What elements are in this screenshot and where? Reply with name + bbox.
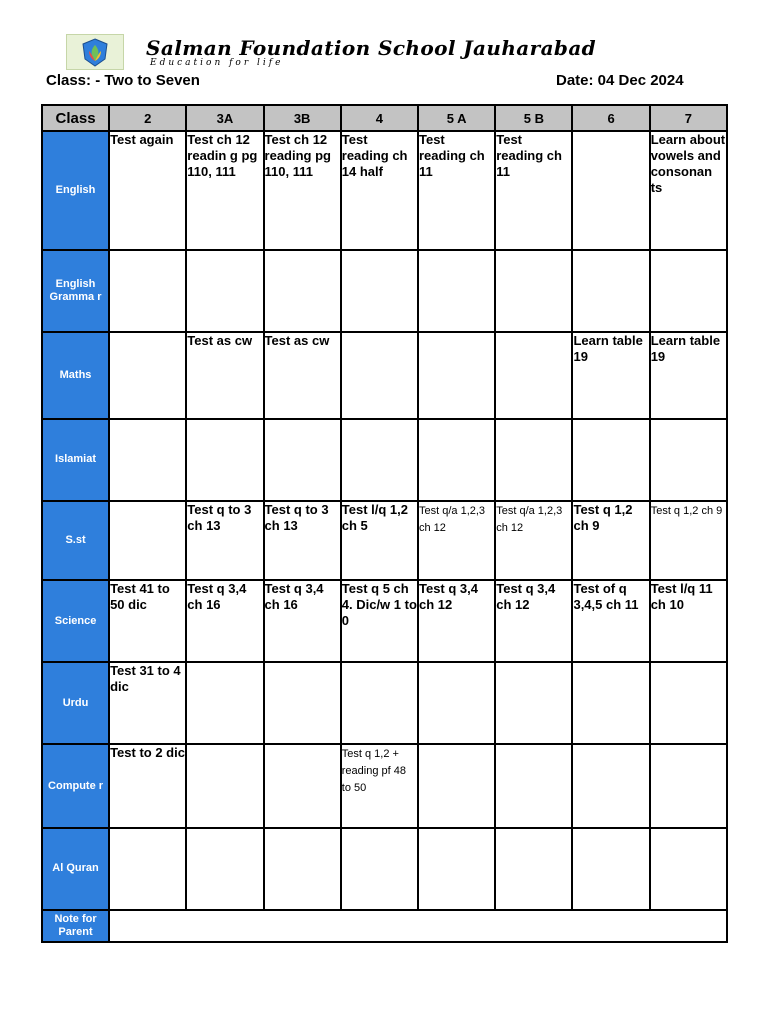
table-row	[43, 663, 728, 745]
column-header: 3B	[265, 106, 342, 132]
homework-cell: Learn table 19	[573, 333, 650, 419]
homework-cell: Test q 3,4 ch 12	[496, 581, 573, 663]
subject-label: Urdu	[43, 663, 110, 745]
homework-cell: Test reading ch 14 half	[342, 132, 419, 251]
homework-cell	[187, 251, 264, 333]
homework-cell	[110, 251, 187, 333]
homework-cell	[265, 420, 342, 502]
homework-cell: Test l/q 11 ch 10	[651, 581, 728, 663]
homework-cell	[265, 745, 342, 828]
table-row	[43, 132, 728, 251]
table-row	[43, 581, 728, 663]
homework-cell: Test ch 12 reading pg 110, 111	[265, 132, 342, 251]
homework-cell: Test q 1,2 ch 9	[651, 502, 728, 581]
homework-cell: Test as cw	[265, 333, 342, 419]
homework-cell	[419, 663, 496, 745]
homework-cell	[573, 663, 650, 745]
homework-cell: Test reading ch 11	[496, 132, 573, 251]
date: Date: 04 Dec 2024	[556, 72, 684, 89]
homework-cell	[187, 420, 264, 502]
homework-cell: Test q 1,2 ch 9	[573, 502, 650, 581]
homework-cell	[110, 420, 187, 502]
homework-cell: Test q 3,4 ch 12	[419, 581, 496, 663]
homework-cell: Test q to 3 ch 13	[265, 502, 342, 581]
homework-cell	[419, 745, 496, 828]
homework-cell	[496, 663, 573, 745]
homework-cell	[342, 829, 419, 911]
homework-cell: Test q 3,4 ch 16	[187, 581, 264, 663]
column-header: 4	[342, 106, 419, 132]
school-crest-icon	[67, 35, 123, 69]
homework-cell: Test reading ch 11	[419, 132, 496, 251]
school-name: Salman Foundation School Jauharabad	[146, 36, 597, 60]
homework-cell	[651, 829, 728, 911]
homework-cell: Test q to 3 ch 13	[187, 502, 264, 581]
homework-cell: Test 31 to 4 dic	[110, 663, 187, 745]
homework-cell	[496, 251, 573, 333]
homework-cell	[342, 663, 419, 745]
homework-cell	[419, 333, 496, 419]
note-for-parent-label: Note for Parent	[43, 911, 110, 943]
homework-cell: Test of q 3,4,5 ch 11	[573, 581, 650, 663]
homework-cell	[265, 663, 342, 745]
subject-label: Compute r	[43, 745, 110, 828]
table-row	[43, 745, 728, 828]
homework-cell: Learn about vowels and consonan ts	[651, 132, 728, 251]
homework-cell	[651, 420, 728, 502]
homework-cell: Test 41 to 50 dic	[110, 581, 187, 663]
homework-cell	[496, 829, 573, 911]
homework-cell	[187, 829, 264, 911]
subject-label: S.st	[43, 502, 110, 581]
school-motto: Education for life	[150, 58, 284, 68]
homework-cell	[419, 420, 496, 502]
subject-label: Maths	[43, 333, 110, 419]
homework-cell	[573, 251, 650, 333]
column-header: 7	[651, 106, 728, 132]
homework-cell: Test l/q 1,2 ch 5	[342, 502, 419, 581]
header-class-label: Class	[43, 106, 110, 132]
homework-cell	[573, 420, 650, 502]
homework-cell	[187, 663, 264, 745]
class-range: Class: - Two to Seven	[46, 72, 200, 89]
homework-cell	[651, 663, 728, 745]
homework-cell	[651, 745, 728, 828]
homework-cell: Test q/a 1,2,3 ch 12	[419, 502, 496, 581]
homework-cell: Test ch 12 readin g pg 110, 111	[187, 132, 264, 251]
table-row	[43, 829, 728, 911]
table-row	[43, 251, 728, 333]
note-row	[43, 911, 728, 943]
column-header: 6	[573, 106, 650, 132]
homework-cell: Test q 5 ch 4. Dic/w 1 to 0	[342, 581, 419, 663]
table-row	[43, 502, 728, 581]
homework-cell	[265, 829, 342, 911]
homework-cell: Test to 2 dic	[110, 745, 187, 828]
homework-cell	[187, 745, 264, 828]
homework-cell	[110, 333, 187, 419]
subject-label: Al Quran	[43, 829, 110, 911]
subject-label: English	[43, 132, 110, 251]
column-header: 5 B	[496, 106, 573, 132]
homework-cell	[342, 251, 419, 333]
homework-cell	[573, 829, 650, 911]
homework-cell	[496, 420, 573, 502]
homework-cell	[496, 745, 573, 828]
homework-cell: Test q 1,2 + reading pf 48 to 50	[342, 745, 419, 828]
subject-label: English Gramma r	[43, 251, 110, 333]
header-row	[43, 106, 728, 132]
homework-cell	[110, 829, 187, 911]
subject-label: Islamiat	[43, 420, 110, 502]
column-header: 2	[110, 106, 187, 132]
homework-table	[41, 104, 728, 943]
homework-cell: Test q 3,4 ch 16	[265, 581, 342, 663]
homework-cell	[496, 333, 573, 419]
table-row	[43, 333, 728, 419]
subject-label: Science	[43, 581, 110, 663]
homework-cell	[110, 502, 187, 581]
school-logo	[66, 34, 124, 70]
homework-cell	[419, 829, 496, 911]
column-header: 5 A	[419, 106, 496, 132]
homework-cell: Test again	[110, 132, 187, 251]
homework-cell	[573, 745, 650, 828]
homework-cell: Test as cw	[187, 333, 264, 419]
homework-cell	[342, 333, 419, 419]
table-row	[43, 420, 728, 502]
homework-cell	[265, 251, 342, 333]
homework-cell: Learn table 19	[651, 333, 728, 419]
note-for-parent-field	[110, 911, 728, 943]
homework-cell	[342, 420, 419, 502]
column-header: 3A	[187, 106, 264, 132]
homework-cell	[419, 251, 496, 333]
homework-cell	[651, 251, 728, 333]
homework-cell: Test q/a 1,2,3 ch 12	[496, 502, 573, 581]
homework-cell	[573, 132, 650, 251]
